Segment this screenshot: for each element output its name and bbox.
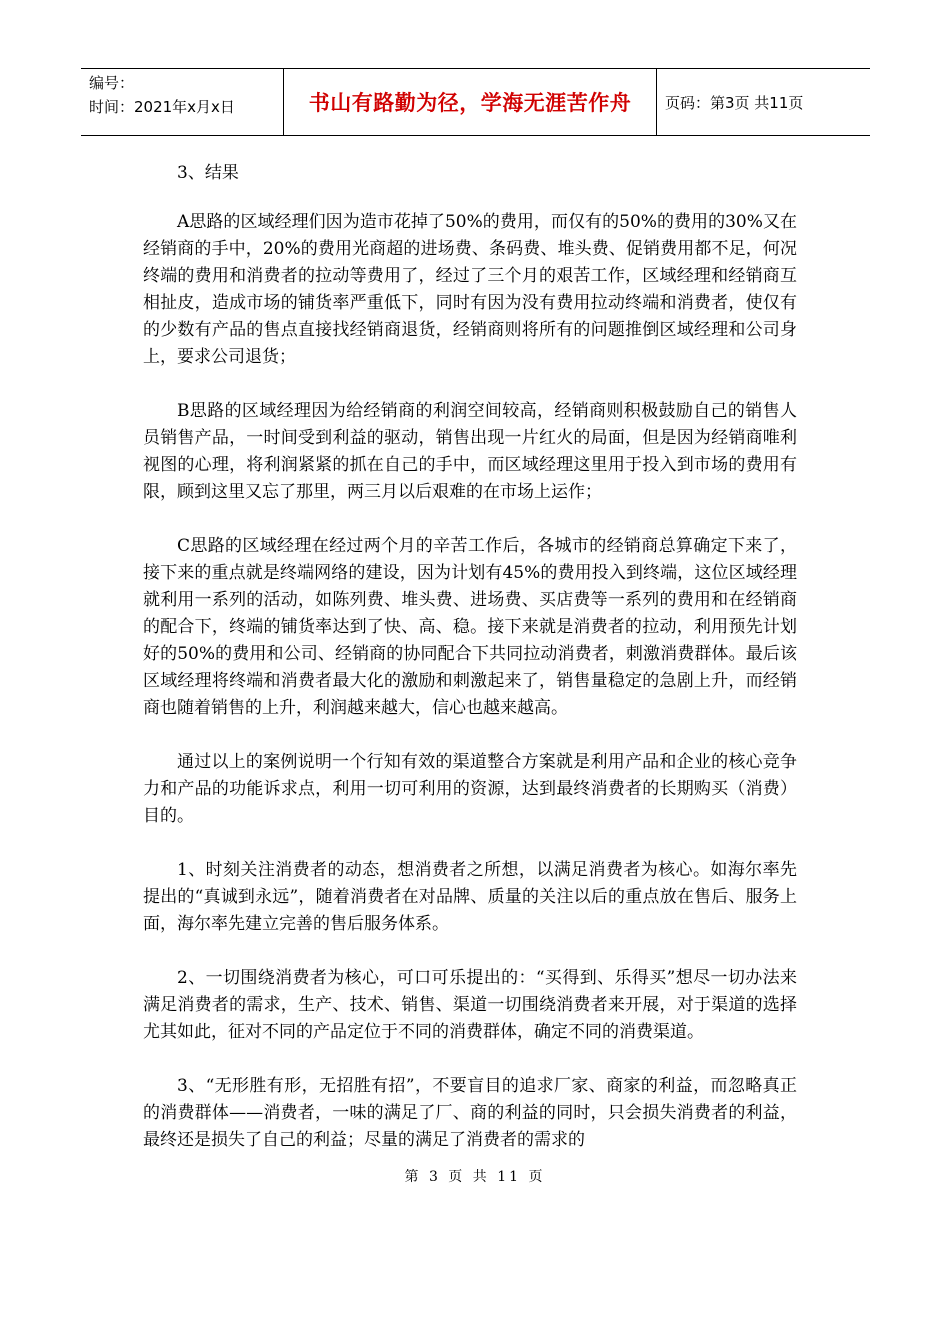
section-heading: 3、结果 — [177, 163, 239, 183]
document-date: 时间：2021年x月x日 — [89, 98, 235, 116]
document-header — [81, 68, 870, 136]
header-meta — [81, 69, 283, 135]
paragraph-conclusion: 通过以上的案例说明一个行知有效的渠道整合方案就是利用产品和企业的核心竞争力和产品的功能诉求点，利用一切可利用的资源，达到最终消费者的长期购买（消费）目的。 — [143, 752, 797, 826]
page-footer: 第 3 页 共 11 页 — [404, 1169, 546, 1185]
header-motto: 书山有路勤为径，学海无涯苦作舟 — [283, 69, 657, 135]
paragraph-a-approach: A思路的区域经理们因为造市花掉了50%的费用，而仅有的50%的费用的30%又在经销商的手中，20%的费用光商超的进场费、条码费、堆头费、促销费用都不足，何况终端的费用和消费者的拉动等费用了，经过了三个月的艰苦工作，区域经理和经销商互相扯皮，造成市场的铺货率严重低下，同时有因为没有费用拉动终端和消费者，使仅有的少数有产品的售点直接找经销商退货，经销商则将所有的问题推倒区域经理和公司身上，要求公司退货； — [143, 212, 797, 367]
paragraph-c-approach: C思路的区域经理在经过两个月的辛苦工作后，各城市的经销商总算确定下来了，接下来的重点就是终端网络的建设，因为计划有45%的费用投入到终端，这位区域经理就利用一系列的活动，如陈列费、堆头费、进场费、买店费等一系列的费用和在经销商的配合下，终端的铺货率达到了快、高、稳。接下来就是消费者的拉动，利用预先计划好的50%的费用和公司、经销商的协同配合下共同拉动消费者，刺激消费群体。最后该区域经理将终端和消费者最大化的激励和刺激起来了，销售量稳定的急剧上升，而经销商也随着销售的上升，利润越来越大，信心也越来越高。 — [143, 536, 797, 718]
paragraph-b-approach: B思路的区域经理因为给经销商的利润空间较高，经销商则积极鼓励自己的销售人员销售产品，一时间受到利益的驱动，销售出现一片红火的局面，但是因为经销商唯利视图的心理，将利润紧紧的抓在自己的手中，而区域经理这里用于投入到市场的费用有限，顾到这里又忘了那里，两三月以后艰难的在市场上运作； — [143, 401, 797, 502]
header-page-number: 页码：第3页 共11页 — [665, 93, 804, 112]
document-number-label: 编号： — [89, 74, 135, 92]
paragraph-point-3: 3、“无形胜有形，无招胜有招”，不要盲目的追求厂家、商家的利益，而忽略真正的消费群体——消费者，一味的满足了厂、商的利益的同时，只会损失消费者的利益，最终还是损失了自己的利益；尽量的满足了消费者的需求的 — [143, 1076, 797, 1150]
paragraph-point-2: 2、一切围绕消费者为核心，可口可乐提出的：“买得到、乐得买”想尽一切办法来满足消费者的需求，生产、技术、销售、渠道一切围绕消费者来开展，对于渠道的选择尤其如此，征对不同的产品定位于不同的消费群体，确定不同的消费渠道。 — [143, 968, 797, 1042]
paragraph-point-1: 1、时刻关注消费者的动态，想消费者之所想，以满足消费者为核心。如海尔率先提出的“真诚到永远”，随着消费者在对品牌、质量的关注以后的重点放在售后、服务上面，海尔率先建立完善的售后服务体系。 — [143, 860, 797, 934]
document-body — [143, 160, 797, 1181]
